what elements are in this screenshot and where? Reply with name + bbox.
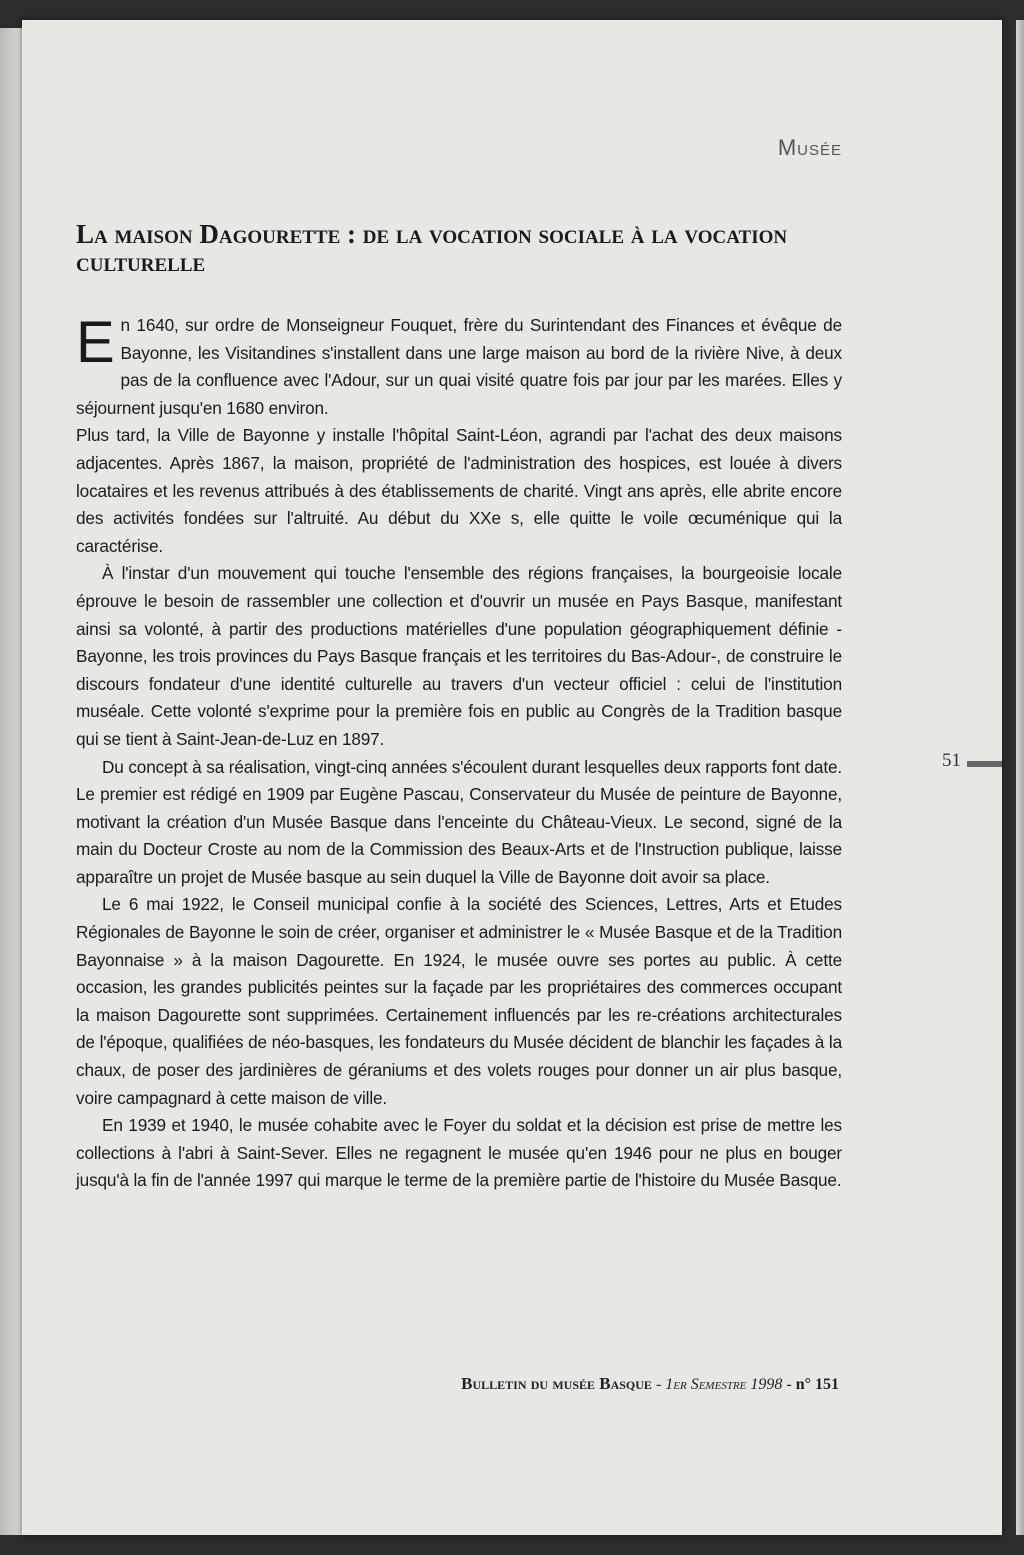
footer-issue: n° 151: [795, 1376, 839, 1393]
section-header: Musée: [777, 135, 842, 160]
paragraph-3: À l'instar d'un mouvement qui touche l'ensemble des régions françaises, la bourgeoisie locale éprouve le besoin de rassembler une collection et d'ouvrir un musée en Pays Basque, manifestant ainsi sa volonté, à partir des productions matérielles d'une population géographiquement définie -Bayonne, les trois provinces du Pays Basque français et les territoires du Bas-Adour-, de construire le discours fondateur d'une identité culturelle au travers d'un vecteur officiel : celui de l'institution muséale. Cette volonté s'exprime pour la première fois en public au Congrès de la Tradition basque qui se tient à Saint-Jean-de-Luz en 1897.: [76, 563, 842, 749]
page-number: 51: [942, 750, 961, 771]
article-title: La maison Dagourette : de la vocation sociale à la vocation culturelle: [76, 219, 788, 277]
paragraph-6: En 1939 et 1940, le musée cohabite avec le Foyer du soldat et la décision est prise de mettre les collections à l'abri à Saint-Sever. Elles ne regagnent le musée qu'en 1946 pour ne plus en bouger jusqu'à la fin de l'année 1997 qui marque le terme de la première partie de l'histoire du Musée Basque.: [76, 1115, 842, 1191]
article-body: [76, 312, 842, 1195]
paragraph-2: Plus tard, la Ville de Bayonne y installe l'hôpital Saint-Léon, agrandi par l'achat des deux maisons adjacentes. Après 1867, la maison, propriété de l'administration des hospices, est louée à divers locataires et les revenus attribués à des établissements de charité. Vingt ans après, elle abrite encore des activités fondées sur l'altruité. Au début du XXe s, elle quitte le voile œcuménique qui la caractérise.: [76, 425, 842, 556]
footer-bulletin: Bulletin du musée Basque: [461, 1374, 652, 1393]
drop-cap: E: [76, 310, 115, 375]
book-page: [22, 20, 1002, 1535]
page-tab-marker: [967, 761, 1002, 767]
footer-separator: -: [782, 1376, 796, 1393]
paragraph-5: Le 6 mai 1922, le Conseil municipal confie à la société des Sciences, Lettres, Arts et Etudes Régionales de Bayonne le soin de créer, organiser et administrer le « Musée Basque et de la Tradition Bayonnaise » à la maison Dagourette. En 1924, le musée ouvre ses portes au public. À cette occasion, les grandes publicités peintes sur la façade par les propriétaires des commerces occupant la maison Dagourette sont supprimées. Certainement influencés par les re-créations architecturales de l'époque, qualifiées de néo-basques, les fondateurs du Musée décident de blanchir les façades à la chaux, de poser des jardinières de géraniums et des volets rouges pour donner un air plus basque, voire campagnard à cette maison de ville.: [76, 894, 842, 1108]
page-footer: [461, 1374, 839, 1394]
paragraph-1-text: n 1640, sur ordre de Monseigneur Fouquet, frère du Surintendant des Finances et évêque de Bayonne, les Visitandines s'installent dans une large maison au bord de la rivière Nive, à deux pas de la confluence avec l'Adour, sur un quai visité quatre fois par jour par les marées. Elles y séjournent jusqu'en 1680 environ.: [76, 315, 842, 418]
footer-semester: 1er Semestre 1998: [665, 1376, 783, 1393]
paragraph-4: Du concept à sa réalisation, vingt-cinq années s'écoulent durant lesquelles deux rapports font date. Le premier est rédigé en 1909 par Eugène Pascau, Conservateur du Musée de peinture de Bayonne, motivant la création d'un Musée Basque dans l'enceinte du Château-Vieux. Le second, signé de la main du Docteur Croste au nom de la Commission des Beaux-Arts et de l'Instruction publique, laisse apparaître un projet de Musée basque au sein duquel la Ville de Bayonne doit avoir sa place.: [76, 756, 842, 887]
right-page-edge: [1016, 20, 1024, 1535]
left-page-edge: [0, 28, 22, 1535]
footer-separator: -: [651, 1376, 666, 1393]
paragraph-1: [76, 312, 842, 422]
